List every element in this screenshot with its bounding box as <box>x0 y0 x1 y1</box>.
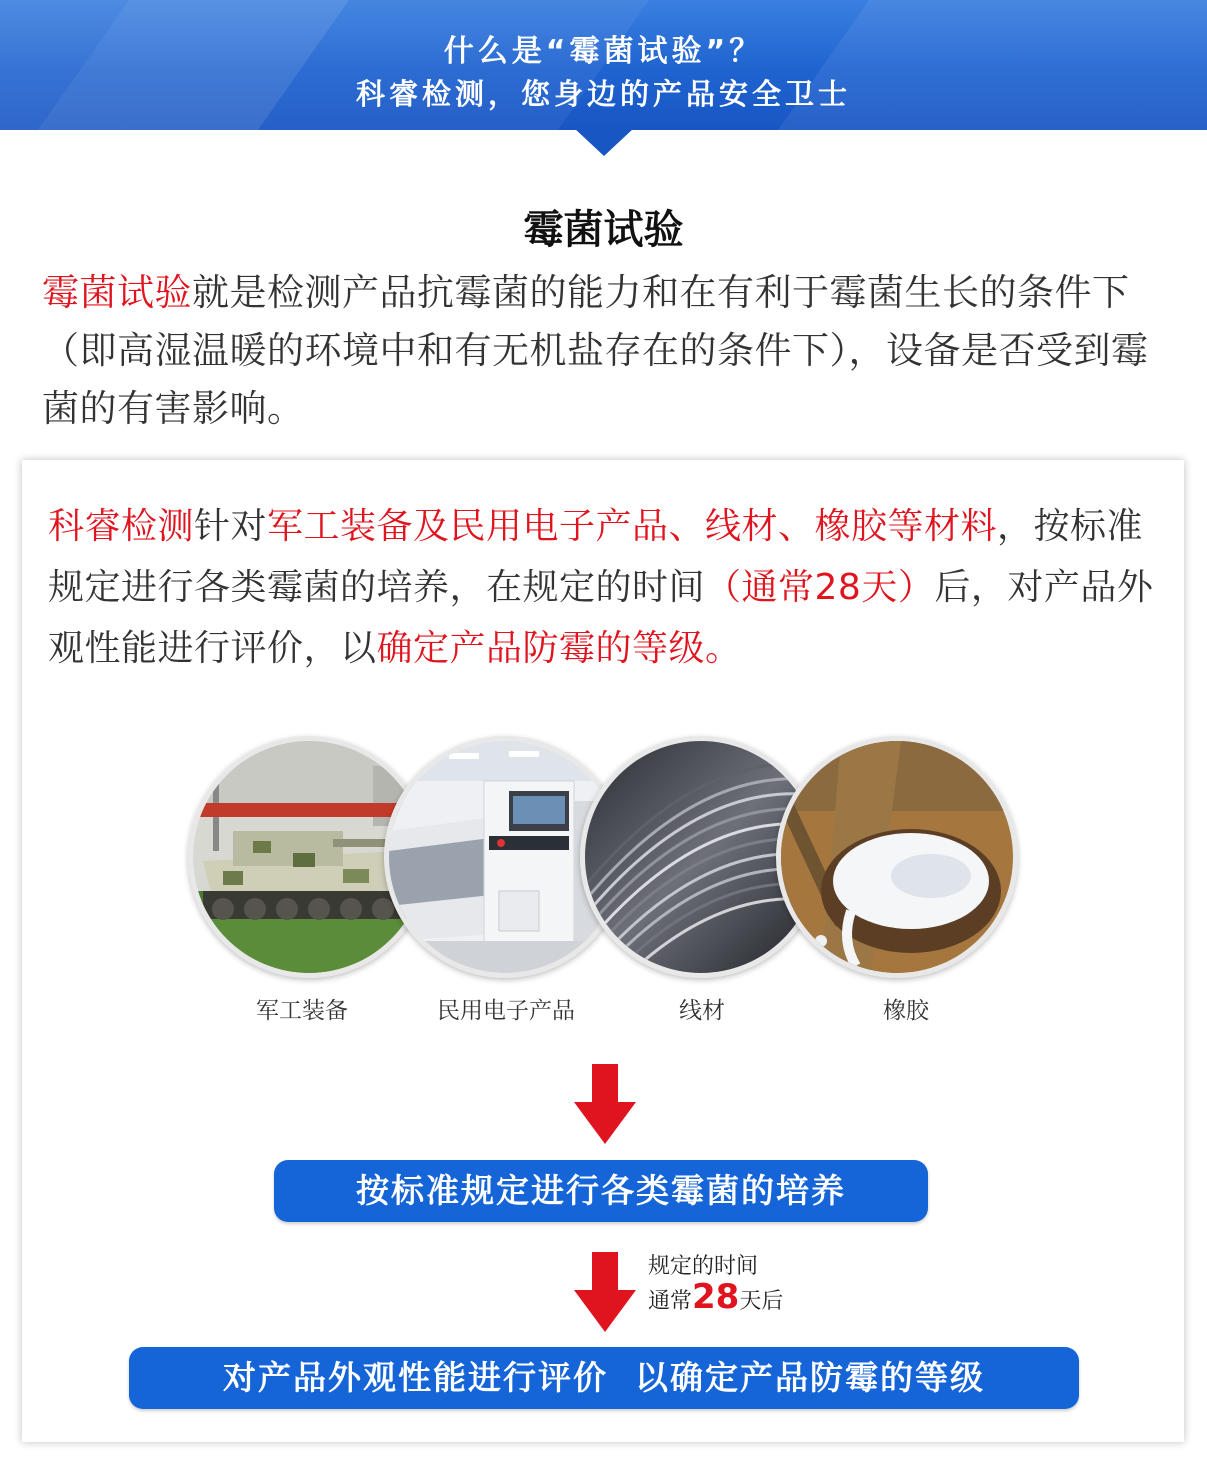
intro-paragraph <box>42 264 1172 438</box>
rubber-latex-image <box>776 736 1018 978</box>
card-text: 后，对产品外观性能进行评价，以 <box>48 567 1154 669</box>
intro-highlight: 霉菌试验 <box>42 271 192 314</box>
item-label: 军工装备 <box>256 998 348 1024</box>
item-label: 线材 <box>679 998 725 1024</box>
down-arrow-icon <box>574 1252 636 1332</box>
duration-suffix: 天后 <box>739 1289 784 1314</box>
step-evaluation-badge: 对产品外观性能进行评价 以确定产品防霉的等级 <box>129 1347 1079 1409</box>
item-label: 民用电子产品 <box>437 998 575 1024</box>
duration-prefix: 通常 <box>648 1289 693 1314</box>
duration-days-number: 28 <box>692 1277 740 1317</box>
duration-note-line1: 规定的时间 <box>648 1254 759 1279</box>
info-card <box>22 460 1184 1442</box>
duration-note-line2 <box>648 1277 868 1317</box>
banner-subtitle: 科睿检测，您身边的产品安全卫士 <box>355 77 851 111</box>
duration-note <box>648 1252 868 1317</box>
card-paragraph <box>48 496 1158 679</box>
card-highlight-materials: 军工装备及民用电子产品、线材、橡胶等材料 <box>267 506 998 547</box>
section-heading: 霉菌试验 <box>523 207 684 253</box>
down-arrow-icon <box>574 1064 636 1144</box>
intro-text: 就是检测产品抗霉菌的能力和在有利于霉菌生长的条件下（即高湿温暖的环境中和有无机盐存在的条件下），设备是否受到霉菌的有害影响。 <box>42 271 1149 430</box>
item-label: 橡胶 <box>883 998 929 1024</box>
card-text: ，按标准规定进行各类霉菌的培养，在规定的时间 <box>48 506 1144 608</box>
header-banner <box>0 0 1207 130</box>
banner-pointer <box>574 128 634 156</box>
company-name: 科睿检测 <box>48 506 195 547</box>
card-highlight-grade: 确定产品防霉的等级。 <box>376 628 742 669</box>
banner-title: 什么是“霉菌试验”？ <box>443 34 764 69</box>
step-cultivation-badge: 按标准规定进行各类霉菌的培养 <box>274 1160 928 1222</box>
card-highlight-duration: （通常28天） <box>705 567 935 608</box>
card-text: 针对 <box>194 506 268 547</box>
